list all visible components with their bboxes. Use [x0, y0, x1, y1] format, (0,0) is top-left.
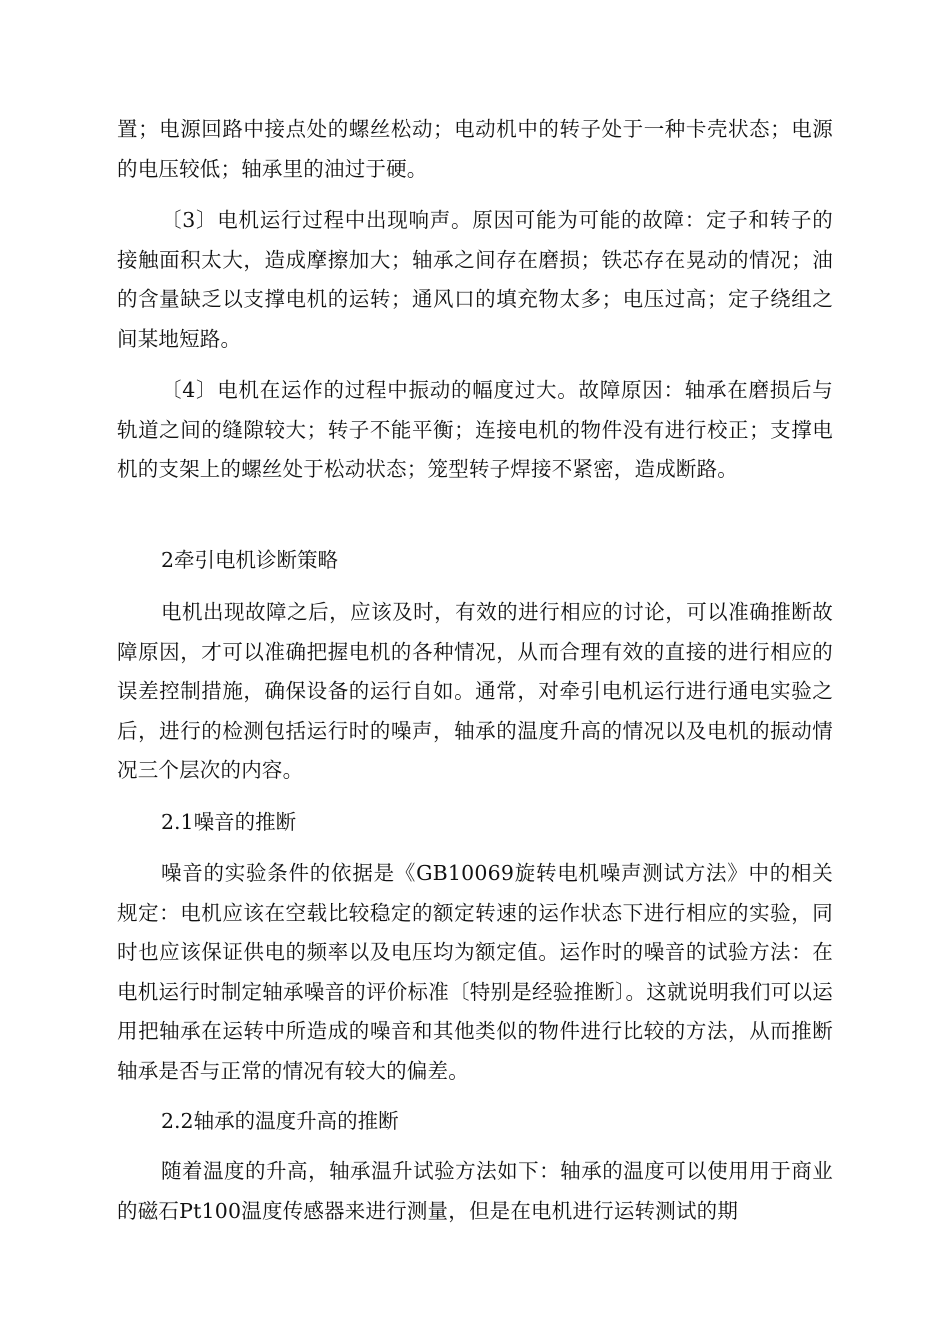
section-heading-2: 2牵引电机诊断策略: [161, 548, 339, 572]
paragraph-bearing-temperature: 随着温度的升高，轴承温升试验方法如下：轴承的温度可以使用用于商业的磁石Pt100温度传感器来进行测量，但是在电机进行运转测试的期: [117, 1159, 833, 1223]
paragraph-continuation: 置；电源回路中接点处的螺丝松动；电动机中的转子处于一种卡壳状态；电源的电压较低；轴承里的油过于硬。: [117, 117, 833, 181]
paragraph-fault-3: 〔3〕电机运行过程中出现响声。原因可能为可能的故障：定子和转子的接触面积太大，造成摩擦加大；轴承之间存在磨损；铁芯存在晃动的情况；油的含量缺乏以支撑电机的运转；通风口的填充物太多；电压过高；定子绕组之间某地短路。: [117, 208, 833, 351]
paragraph-noise: 噪音的实验条件的依据是《GB10069旋转电机噪声测试方法》中的相关规定：电机应该在空载比较稳定的额定转速的运作状态下进行相应的实验，同时也应该保证供电的频率以及电压均为额定值。运作时的噪音的试验方法：在电机运行时制定轴承噪音的评价标准〔特别是经验推断〕。这就说明我们可以运用把轴承在运转中所造成的噪音和其他类似的物件进行比较的方法，从而推断轴承是否与正常的情况有较大的偏差。: [117, 861, 833, 1083]
paragraph-diagnosis-strategy: 电机出现故障之后，应该及时，有效的进行相应的讨论，可以准确推断故障原因，才可以准确把握电机的各种情况，从而合理有效的直接的进行相应的误差控制措施，确保设备的运行自如。通常，对牵引电机运行进行通电实验之后，进行的检测包括运行时的噪声，轴承的温度升高的情况以及电机的振动情况三个层次的内容。: [117, 600, 833, 782]
section-heading-2-2: 2.2轴承的温度升高的推断: [161, 1109, 399, 1133]
paragraph-fault-4: 〔4〕电机在运作的过程中振动的幅度过大。故障原因：轴承在磨损后与轨道之间的缝隙较大；转子不能平衡；连接电机的物件没有进行校正；支撑电机的支架上的螺丝处于松动状态；笼型转子焊接不紧密，造成断路。: [117, 378, 833, 481]
section-heading-2-1: 2.1噪音的推断: [161, 810, 297, 834]
